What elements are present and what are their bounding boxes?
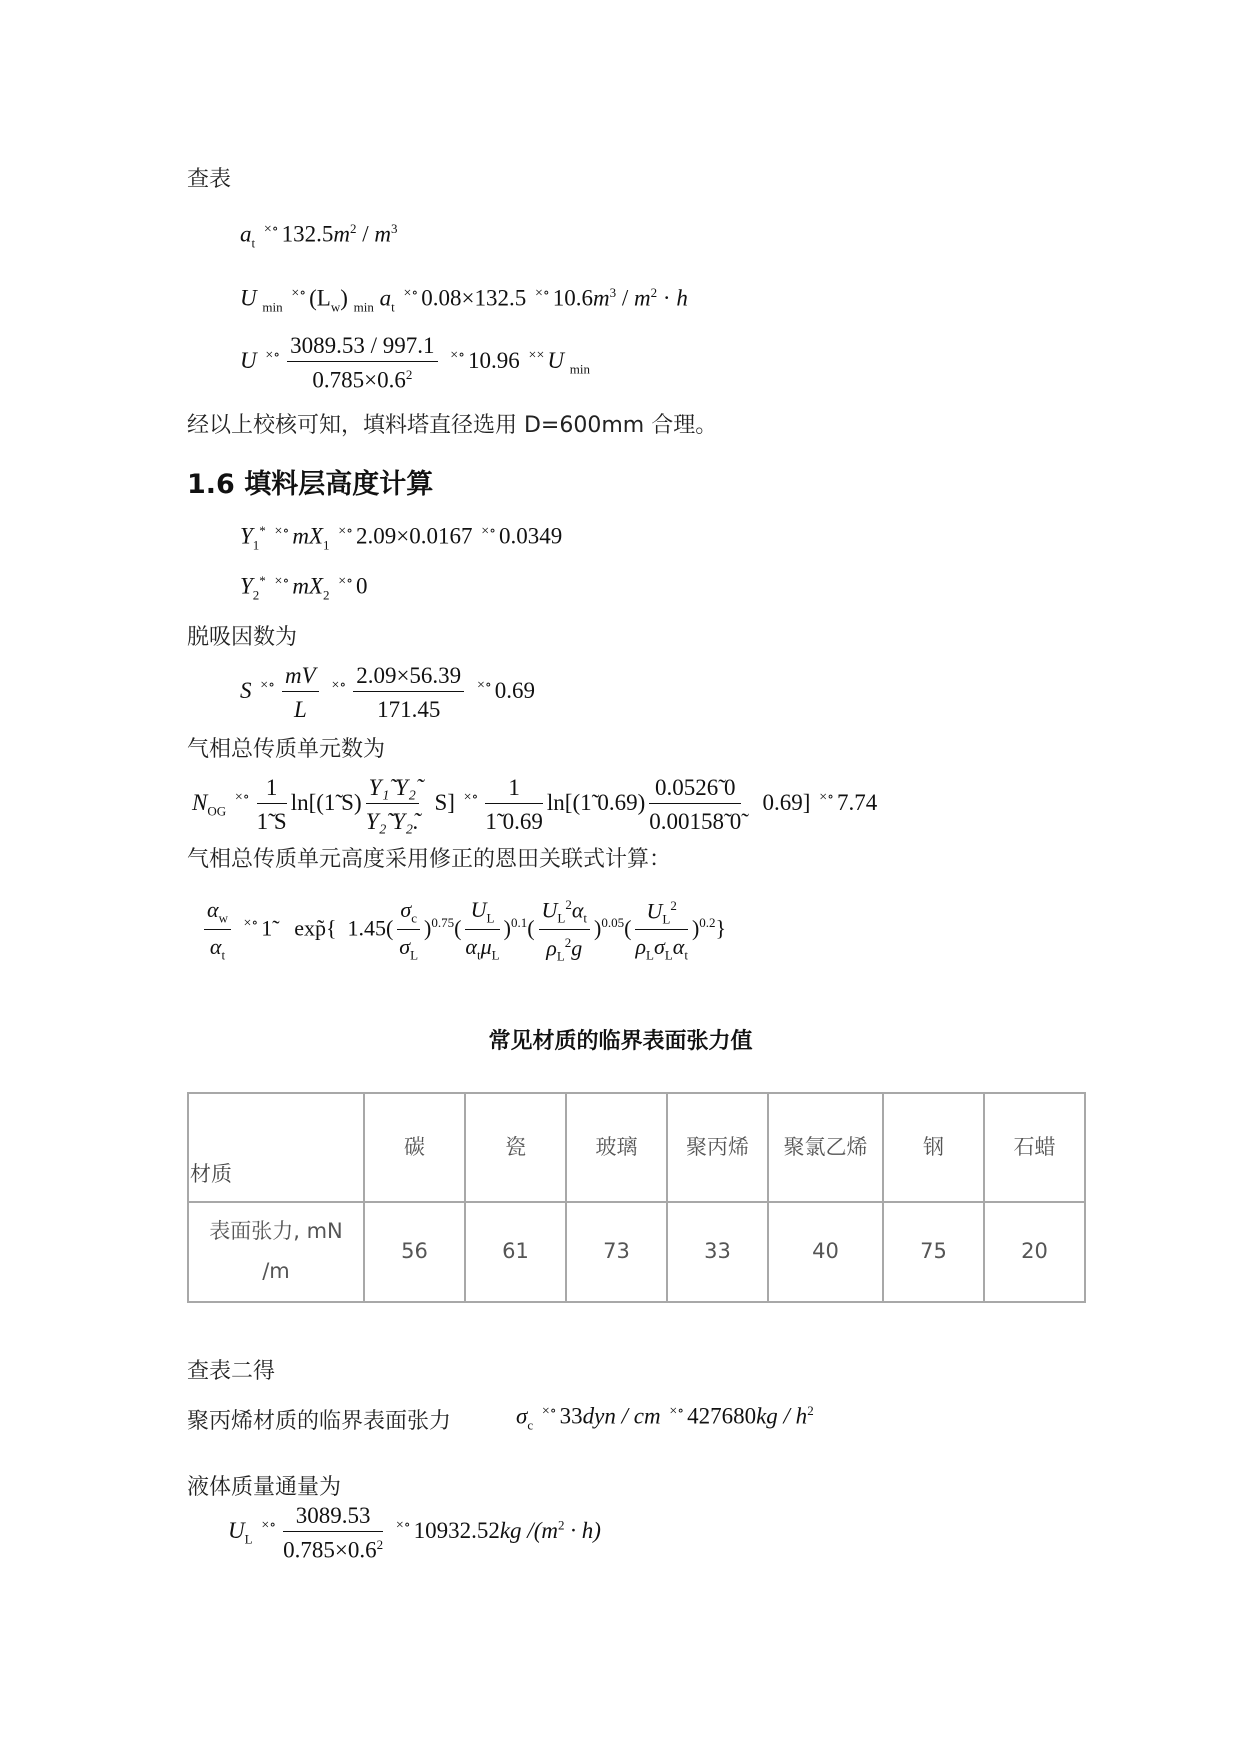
paragraph-text: 聚丙烯材质的临界表面张力: [187, 1409, 452, 1434]
table-cell: 33: [667, 1202, 768, 1302]
table-cell: 瓷: [465, 1093, 566, 1202]
equation-nog: $N_{OG}$ ×∘ $\frac{1}{1̃ S}$ ln[(1̃ S) $\frac{\text{Y₁̃ Y₂̃}}{\text{Y₂̃ Y₂̃.}}$ S] ×∘ $\frac{1}{1̃ 0.69}$ ln[(1̃ 0.69) $\frac{0.0526̃ 0}{0.00158̃ 0̃}$ 0.69] ×∘ 7.74: [192, 775, 878, 834]
fraction: $\frac{U_L^2\alpha_t}{\rho_L^2g}$: [539, 898, 591, 962]
paragraph-text: 气相总传质单元高度采用修正的恩田关联式计算：: [187, 847, 672, 872]
table-cell: 20: [984, 1202, 1085, 1302]
equation-y2: $Y_2^*$ ×∘ $mX_2$ ×∘ 0: [240, 573, 368, 603]
equation-s: S ×∘ $\frac{mV}{L}$ ×∘ $\frac{2.09\times 56.39}{171.45}$ ×∘ 0.69: [240, 663, 535, 722]
table-row: [188, 1202, 1085, 1302]
fraction: $\frac{\alpha_w}{\alpha_t}$: [204, 899, 231, 961]
fraction: $\frac{3089.53 / 997.1}{0.785\times 0.6^2}$: [287, 334, 437, 392]
table-cell: 钢: [883, 1093, 984, 1202]
fraction: $\frac{\sigma_c}{\sigma_L}$: [399, 897, 419, 963]
paragraph-text: 脱吸因数为: [187, 625, 298, 650]
table-cell: 75: [883, 1202, 984, 1302]
table-cell: 40: [768, 1202, 883, 1302]
paragraph-text: 液体质量通量为: [187, 1475, 342, 1500]
table-cell: 61: [465, 1202, 566, 1302]
table-caption: 常见材质的临界表面张力值: [488, 1029, 753, 1054]
paragraph-text: 经以上校核可知，填料塔直径选用 D=600mm 合理。: [187, 413, 718, 438]
fraction: $\frac{2.09\times 56.39}{171.45}$: [353, 664, 464, 721]
equation-ul: $U_L$ ×∘ $\frac{3089.53}{0.785\times 0.6^2}$ ×∘ 10932.52kg $/(m^2 \cdot h)$: [228, 1503, 601, 1563]
table-header-cell: 表面张力, mN /m: [188, 1202, 364, 1302]
table-cell: 73: [566, 1202, 667, 1302]
table-cell: 56: [364, 1202, 465, 1302]
paragraph-text: 查表二得: [187, 1359, 276, 1384]
table-header-cell: 材质: [188, 1093, 364, 1202]
section-heading: 1.6 填料层高度计算: [187, 469, 434, 500]
equation-u: U ×∘ $\frac{3089.53 / 997.1}{0.785\times 0.6^2}$ ×∘ 10.96 ×× U $_{min}$: [240, 333, 590, 393]
paragraph-text: 气相总传质单元数为: [187, 737, 386, 762]
equation-at: $a_t$ ×∘ $132.5m^2 / m^3$: [240, 221, 398, 251]
fraction: $\frac{mV}{L}$: [282, 664, 319, 721]
equation-sigma: $\sigma_c$ ×∘ 33dyn / cm ×∘ $427680kg / h^2$: [516, 1403, 814, 1433]
table-cell: 石蜡: [984, 1093, 1085, 1202]
surface-tension-table: [187, 1092, 1086, 1303]
table-cell: 玻璃: [566, 1093, 667, 1202]
fraction: $\frac{1}{1̃ 0.69}$: [485, 775, 543, 834]
table-row: [188, 1093, 1085, 1202]
fraction: $\frac{U_L}{\alpha_t\mu_L}$: [465, 897, 500, 963]
table-cell: 聚氯乙烯: [768, 1093, 883, 1202]
fraction: $\frac{3089.53}{0.785\times 0.6^2}$: [283, 1503, 384, 1563]
equation-umin: U $_{min}$ ×∘ $(L_w)$ $_{min}$ $a_t$ ×∘ 0.08×132.5 ×∘ $10.6m^3 / m^2 \cdot h$: [240, 285, 688, 315]
table-cell: 碳: [364, 1093, 465, 1202]
fraction: $\frac{0.0526̃ 0}{0.00158̃ 0̃}$: [649, 775, 742, 834]
paragraph-text: 查表: [187, 167, 232, 192]
fraction: $\frac{U_L^2}{\rho_L\sigma_L\alpha_t}$: [635, 897, 688, 963]
fraction: $\frac{1}{1̃ S}$: [256, 775, 287, 834]
fraction: $\frac{\text{Y₁̃ Y₂̃}}{\text{Y₂̃ Y₂̃.}}$: [365, 775, 419, 834]
equation-onda: $\frac{\alpha_w}{\alpha_t}$ ×∘ 1̃ exp̃{ 1.45( $\frac{\sigma_c}{\sigma_L}$ )$^{0.75}$( $\frac{U_L}{\alpha_t\mu_L}$ )$^{0.1}$( $\frac{U_L^2\alpha_t}{\rho_L^2g}$ )$^{0.05}$( $\frac{U_L^2}{\rho_L\sigma_L\alpha_t}$ )$^{0.2}$}: [200, 898, 726, 962]
equation-y1: $Y_1^*$ ×∘ $mX_1$ ×∘ 2.09×0.0167 ×∘ 0.0349: [240, 523, 563, 553]
table-cell: 聚丙烯: [667, 1093, 768, 1202]
